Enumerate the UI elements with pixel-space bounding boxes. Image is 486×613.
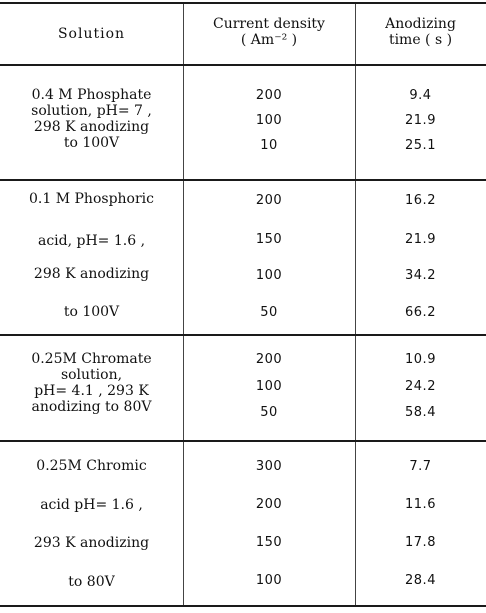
header-current-density-line: Current density [213,16,325,32]
current-density-cell: 100 [255,573,283,588]
group-rule [0,440,486,442]
solution-cell: to 80V [68,574,115,590]
header-current-density [183,16,355,48]
solution-line: to 100V [63,135,120,151]
solution-cell: 293 K anodizing [33,535,150,551]
solution-line: pH= 4.1 , 293 K [34,383,149,399]
anodizing-time-cell: 28.4 [405,573,436,588]
anodizing-time-cell: 58.4 [405,405,436,420]
solution-cell: 0.25M Chromic [36,458,147,474]
solution-line: solution, pH= 7 , [31,103,152,119]
header-current-density-unit: ( Am⁻² ) [240,32,298,48]
solution-line: 298 K anodizing [33,119,150,135]
current-density-cell: 200 [255,497,283,512]
current-density-cell: 200 [255,352,283,367]
solution-line: 0.4 M Phosphate [31,87,152,103]
current-density-cell: 10 [260,138,278,153]
current-density-cell: 200 [255,88,283,103]
header-anodizing-time-line: Anodizing [385,16,456,32]
anodizing-time-cell: 17.8 [405,535,436,550]
anodizing-time-cell: 21.9 [405,232,436,247]
solution-cell [0,87,183,151]
anodizing-time-cell: 10.9 [405,352,436,367]
solution-line: solution, [60,367,123,383]
header-solution: Solution [57,26,126,42]
current-density-cell: 50 [260,405,278,420]
solution-cell: acid pH= 1.6 , [40,497,143,513]
current-density-cell: 300 [255,459,283,474]
solution-cell: 298 K anodizing [33,266,150,282]
solution-cell: acid, pH= 1.6 , [37,233,146,249]
group-rule [0,334,486,336]
solution-cell [0,351,183,415]
table-top-rule [0,2,486,4]
anodizing-time-cell: 34.2 [405,268,436,283]
anodizing-time-cell: 24.2 [405,379,436,394]
current-density-cell: 100 [255,268,283,283]
header-anodizing-time-unit: time ( s ) [388,32,453,48]
solution-cell: 0.1 M Phosphoric [29,191,154,207]
group-rule [0,179,486,181]
table-bottom-rule [0,605,486,607]
current-density-cell: 100 [255,113,283,128]
solution-line: 0.25M Chromate [31,351,152,367]
solution-cell: to 100V [63,304,120,320]
current-density-cell: 150 [255,535,283,550]
header-anodizing-time [355,16,486,48]
current-density-cell: 100 [255,379,283,394]
anodizing-time-cell: 25.1 [405,138,436,153]
header-rule [0,64,486,66]
current-density-cell: 200 [255,193,283,208]
current-density-cell: 50 [260,305,278,320]
anodizing-time-cell: 66.2 [405,305,436,320]
anodizing-time-cell: 7.7 [409,459,432,474]
anodizing-time-cell: 9.4 [409,88,432,103]
anodizing-time-cell: 11.6 [405,497,436,512]
current-density-cell: 150 [255,232,283,247]
solution-line: anodizing to 80V [31,399,152,415]
anodizing-time-cell: 16.2 [405,193,436,208]
anodizing-time-cell: 21.9 [405,113,436,128]
